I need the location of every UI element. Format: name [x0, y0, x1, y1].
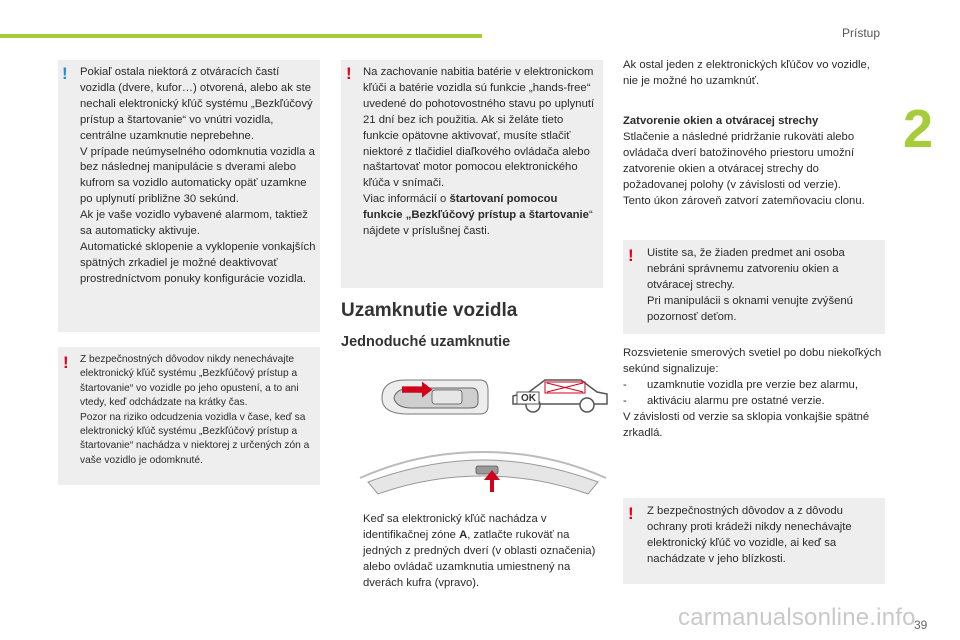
warning-box-windows — [623, 240, 885, 334]
section-subheading: Jednoduché uzamknutie — [341, 334, 511, 350]
intro-text: Ak ostal jeden z elektronických kľúčov vo vozidle, nie je možné ho uzamknúť. — [623, 59, 870, 87]
bullet-zone-label: A — [459, 528, 468, 541]
windows-title: Zatvorenie okien a otváracej strechy — [623, 115, 819, 127]
warning-icon: ! — [63, 353, 69, 372]
warning-box-text: Z bezpečnostných dôvodov nikdy nenechávajte elektronický kľúč systému „Bezkľúčový prístup a štartovanie“ vo vozidle po jeho opustení, a to ani vtedy, keď odchádzate na krátky čas. Pozor na riziko odcudzenia vozidla v čase, keď sa elektronický kľúč systému „Bezkľúčový prístup a štartovanie“ nachádza v niektorej z určených zón a vaše vozidlo je odomknuté. — [80, 354, 310, 466]
section-title: Prístup — [842, 26, 881, 40]
warning-box-keyless — [58, 347, 320, 485]
list-item: - aktiváciu alarmu pre ostatné verzie. — [623, 394, 885, 410]
footer-watermark: carmanualsonline.info — [678, 604, 916, 631]
battery-ref-bold: štartovaní pomocou funkcie „Bezkľúčový prístup a štartovanie — [363, 193, 589, 222]
warning-icon: ! — [346, 64, 352, 83]
tailgate-illustration — [358, 448, 608, 508]
info-icon: ǃ — [62, 64, 68, 83]
ok-label: OK — [521, 393, 536, 404]
page-number: 39 — [914, 618, 928, 632]
battery-ref-prefix: Viac informácií o — [363, 193, 450, 206]
warning-box-battery — [341, 60, 603, 288]
info-box-text: Pokiaľ ostala niektorá z otváracích častí vozidla (dvere, kufor…) otvorená, alebo ak ste nechali elektronický kľúč systému „Bezkľúčový prístup a štartovanie“ vo vnútri vozidla, centrálne uzamknutie neprebehne. V prípade neúmyselného odomknutia vozidla a bez následnej manipulácie s dverami alebo kufrom sa vozidlo automaticky opäť uzamkne po uplynutí približne 30 sekúnd. Ak je vaše vozidlo vybavené alarmom, taktiež sa automaticky aktivuje. Automatické sklopenie a vyklopenie vonkajších spätných zrkadiel je možné deaktivovať prostredníctvom ponuky konfigurácie vozidla. — [80, 66, 316, 285]
bullet-text-a: Keď sa elektronický kľúč nachádza v identifikačnej zóne — [363, 513, 547, 541]
info-box — [58, 60, 320, 332]
battery-ref-suffix: “ nájdete v príslušnej časti. — [363, 209, 593, 238]
header-accent-bar — [0, 34, 482, 38]
unlock-instruction — [341, 512, 603, 592]
section-heading: Uzamknutie vozidla — [341, 300, 518, 321]
windows-text: Stlačenie a následné pridržanie rukoväti alebo ovládača dverí batožinového priestoru umožní zatvorenie okien a otváracej strechy do požadovanej polohy (v závislosti od verzie). Tento úkon zároveň zatvorí zatemňovaciu clonu. — [623, 131, 865, 207]
warning-box-theft — [623, 498, 885, 584]
signal-list — [623, 378, 885, 410]
warning-icon: ! — [628, 246, 634, 265]
bullet-text-c: , zatlačte rukoväť na jedných z predných dverí (v oblasti označenia) alebo ovládač uzamknutia umiestnený na dverách kufra (vpravo). — [363, 528, 596, 589]
signal-outro: V závislosti od verzie sa sklopia vonkajšie spätné zrkadlá. — [623, 411, 870, 439]
chapter-number: 2 — [903, 99, 934, 159]
theft-warning-text: Z bezpečnostných dôvodov a z dôvodu ochrany proti krádeži nikdy nenechávajte elektronický kľúč vo vozidle, ai keď sa nachádzate v jeho blízkosti. — [647, 505, 852, 565]
list-item: - uzamknutie vozidla pre verzie bez alarmu, — [623, 378, 885, 394]
warning-icon: ! — [628, 504, 634, 523]
door-handle-illustration — [372, 368, 492, 428]
battery-warning-text — [363, 65, 599, 240]
windows-warning-text: Uistite sa, že žiaden predmet ani osoba nebráni správnemu zatvoreniu okien a otváracej strechy. Pri manipulácii s oknami venujte zvýšenú pozornosť deťom. — [647, 247, 853, 323]
battery-warning-main: Na zachovanie nabitia batérie v elektronickom kľúči a batérie vozidla sú funkcie „hands-free“ uvedené do pohotovostného stavu po uplynutí 21 dní bez ich použitia. Ak si želáte tieto funkcie opätovne aktivovať, musíte stlačiť niektoré z tlačidiel diaľkového ovládača alebo naštartovať motor pomocou elektronického kľúča v snímači. — [363, 66, 595, 190]
signal-intro: Rozsvietenie smerových svetiel po dobu niekoľkých sekúnd signalizuje: — [623, 347, 882, 375]
